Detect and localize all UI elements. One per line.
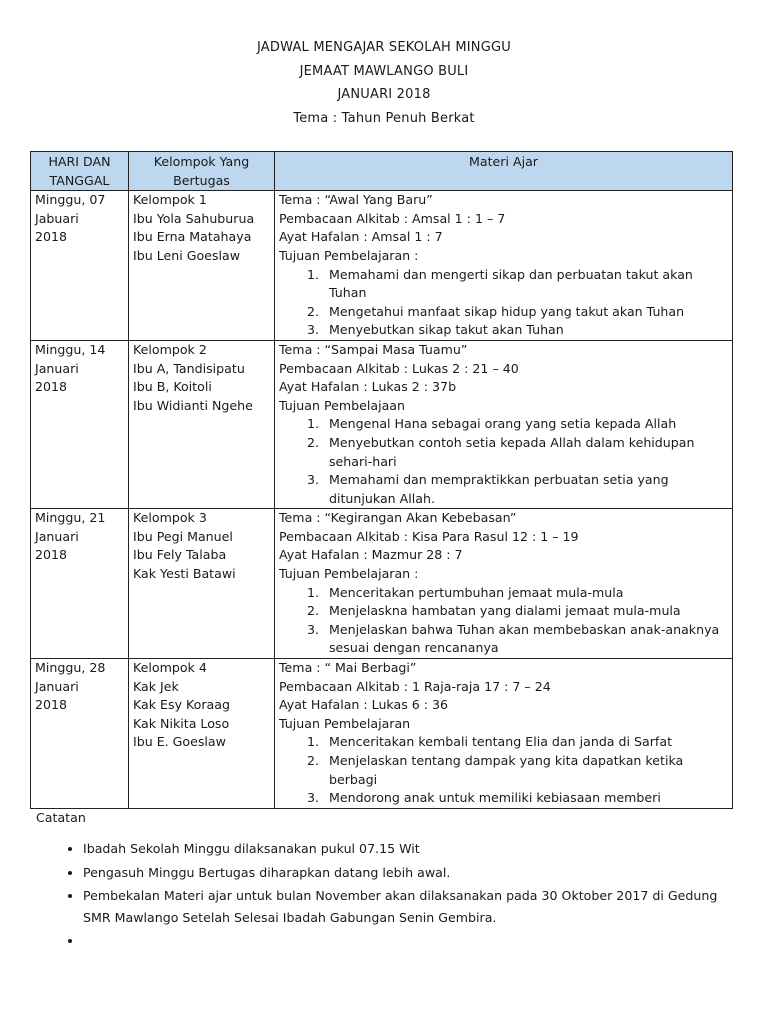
- objective-item: 1. Menceritakan kembali tentang Elia dan janda di Sarfat: [323, 733, 728, 752]
- objectives-label: Tujuan Pembelajaan: [279, 397, 405, 413]
- group-name: Kelompok 2: [133, 341, 207, 357]
- table-row: [31, 659, 733, 809]
- header-group: Kelompok Yang Bertugas: [129, 152, 275, 191]
- objective-item: 2. Menjelaskan tentang dampak yang kita dapatkan ketika berbagi: [323, 752, 728, 789]
- schedule-theme: Tema : Tahun Penuh Berkat: [293, 110, 475, 126]
- lesson-theme: Tema : “Sampai Masa Tuamu”: [279, 341, 468, 357]
- group-member: Ibu Erna Matahaya: [133, 229, 252, 245]
- objective-item: 1. Mengenal Hana sebagai orang yang setia kepada Allah: [323, 415, 728, 434]
- lesson-theme: Tema : “Awal Yang Baru”: [279, 192, 433, 208]
- group-member: Ibu Pegi Manuel: [133, 528, 233, 544]
- table-row: [31, 509, 733, 659]
- group-member: Ibu Fely Talaba: [133, 547, 227, 563]
- objective-item: 2. Mengetahui manfaat sikap hidup yang takut akan Tuhan: [323, 303, 728, 322]
- date-line: Minggu, 21: [35, 510, 106, 526]
- bible-reading: Pembacaan Alkitab : Kisa Para Rasul 12 : 1 – 19: [279, 528, 579, 544]
- group-member: Ibu Yola Sahuburua: [133, 210, 255, 226]
- objective-item: 2. Menyebutkan contoh setia kepada Allah dalam kehidupan sehari-hari: [323, 434, 728, 471]
- group-name: Kelompok 3: [133, 510, 207, 526]
- objectives-label: Tujuan Pembelajaran: [279, 715, 411, 731]
- group-member: Kak Jek: [133, 678, 179, 694]
- lesson-theme: Tema : “Kegirangan Akan Kebebasan”: [279, 510, 517, 526]
- header-material: Materi Ajar: [275, 152, 733, 191]
- document-header: [0, 36, 768, 130]
- table-row: [31, 340, 733, 508]
- objectives-list: [279, 266, 728, 340]
- document-title: JADWAL MENGAJAR SEKOLAH MINGGU: [257, 40, 511, 55]
- date-line: Januari: [35, 360, 79, 376]
- date-cell: [31, 340, 129, 508]
- group-cell: [129, 659, 275, 809]
- date-line: Januari: [35, 678, 79, 694]
- date-line: Jabuari: [35, 210, 79, 226]
- note-item: • Ibadah Sekolah Minggu dilaksanakan pukul 07.15 Wit: [83, 838, 736, 860]
- group-cell: [129, 509, 275, 659]
- group-member: Ibu A, Tandisipatu: [133, 360, 245, 376]
- table-header-row: [31, 152, 733, 191]
- objective-item: 3. Mendorong anak untuk memiliki kebiasaan memberi: [323, 789, 728, 808]
- group-cell: [129, 191, 275, 341]
- objectives-label: Tujuan Pembelajaran :: [279, 566, 419, 582]
- objective-item: 3. Memahami dan mempraktikkan perbuatan setia yang ditunjukan Allah.: [323, 471, 728, 508]
- objectives-list: [279, 415, 728, 508]
- material-cell: [275, 509, 733, 659]
- date-line: 2018: [35, 697, 68, 713]
- date-line: Januari: [35, 528, 79, 544]
- schedule-table: [30, 151, 733, 809]
- group-member: Ibu E. Goeslaw: [133, 734, 226, 750]
- schedule-table-body: [31, 191, 733, 809]
- group-member: Ibu Leni Goeslaw: [133, 247, 241, 263]
- material-cell: [275, 191, 733, 341]
- church-name: JEMAAT MAWLANGO BULI: [299, 63, 469, 79]
- date-line: 2018: [35, 229, 68, 245]
- memory-verse: Ayat Hafalan : Lukas 6 : 36: [279, 697, 449, 713]
- notes-section: [36, 808, 736, 954]
- memory-verse: Ayat Hafalan : Lukas 2 : 37b: [279, 379, 457, 395]
- lesson-theme: Tema : “ Mai Berbagi”: [279, 660, 417, 676]
- date-line: 2018: [35, 547, 68, 563]
- notes-title: Catatan: [36, 810, 86, 825]
- group-member: Kak Nikita Loso: [133, 715, 230, 731]
- objective-item: 1. Memahami dan mengerti sikap dan perbuatan takut akan Tuhan: [323, 266, 728, 303]
- date-cell: [31, 509, 129, 659]
- material-cell: [275, 340, 733, 508]
- date-line: 2018: [35, 379, 68, 395]
- table-row: [31, 191, 733, 341]
- note-item: [83, 930, 736, 952]
- objective-item: 3. Menyebutkan sikap takut akan Tuhan: [323, 321, 728, 340]
- objectives-list: [279, 733, 728, 807]
- bible-reading: Pembacaan Alkitab : 1 Raja-raja 17 : 7 – 24: [279, 678, 551, 694]
- bible-reading: Pembacaan Alkitab : Amsal 1 : 1 – 7: [279, 210, 506, 226]
- date-line: Minggu, 28: [35, 660, 106, 676]
- date-line: Minggu, 14: [35, 341, 106, 357]
- memory-verse: Ayat Hafalan : Mazmur 28 : 7: [279, 547, 463, 563]
- header-date: HARI DAN TANGGAL: [31, 152, 129, 191]
- group-member: Ibu B, Koitoli: [133, 379, 212, 395]
- notes-list: [36, 838, 736, 952]
- date-line: Minggu, 07: [35, 192, 106, 208]
- material-cell: [275, 659, 733, 809]
- schedule-period: JANUARI 2018: [337, 87, 431, 102]
- group-member: Kak Yesti Batawi: [133, 566, 236, 582]
- date-cell: [31, 659, 129, 809]
- memory-verse: Ayat Hafalan : Amsal 1 : 7: [279, 229, 443, 245]
- bible-reading: Pembacaan Alkitab : Lukas 2 : 21 – 40: [279, 360, 519, 376]
- objective-item: 2. Menjelaskna hambatan yang dialami jemaat mula-mula: [323, 602, 728, 621]
- objective-item: 3. Menjelaskan bahwa Tuhan akan membebaskan anak-anaknya sesuai dengan rencananya: [323, 621, 728, 658]
- group-member: Ibu Widianti Ngehe: [133, 397, 253, 413]
- note-item: • Pembekalan Materi ajar untuk bulan November akan dilaksanakan pada 30 Oktober 2017 di Gedung SMR Mawlango Setelah Selesai Ibadah Gabungan Senin Gembira.: [83, 885, 736, 928]
- note-item: • Pengasuh Minggu Bertugas diharapkan datang lebih awal.: [83, 862, 736, 884]
- group-name: Kelompok 1: [133, 192, 207, 208]
- group-cell: [129, 340, 275, 508]
- objectives-label: Tujuan Pembelajaran :: [279, 247, 419, 263]
- date-cell: [31, 191, 129, 341]
- objective-item: 1. Menceritakan pertumbuhan jemaat mula-mula: [323, 584, 728, 603]
- group-name: Kelompok 4: [133, 660, 207, 676]
- group-member: Kak Esy Koraag: [133, 697, 230, 713]
- objectives-list: [279, 584, 728, 658]
